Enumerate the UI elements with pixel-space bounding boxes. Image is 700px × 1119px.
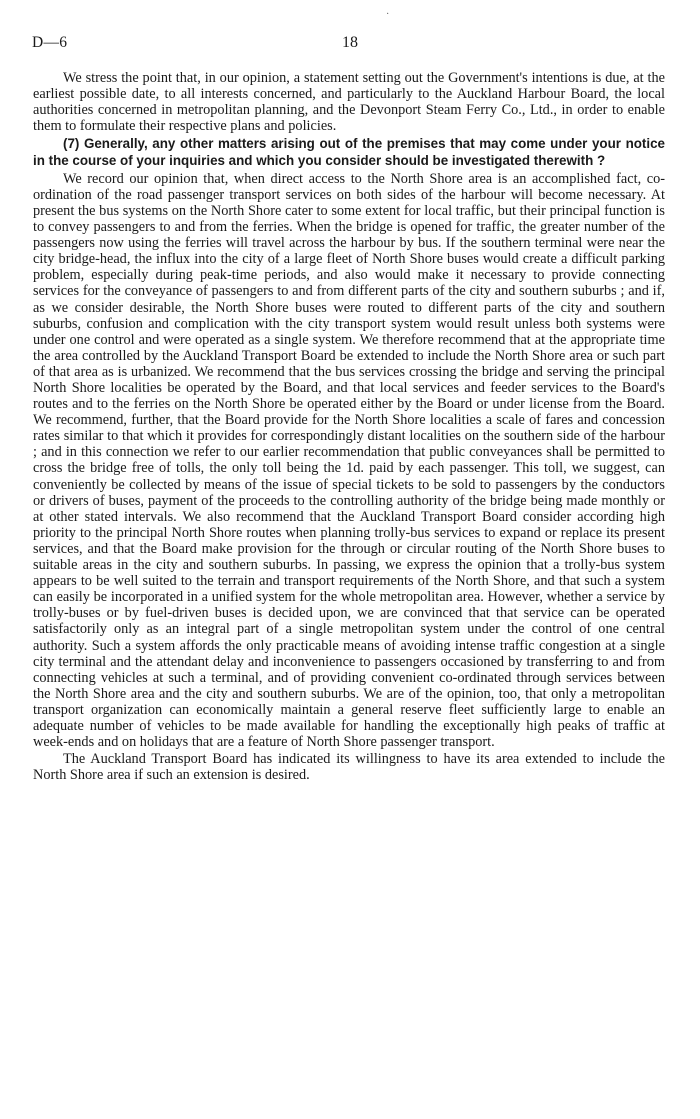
question-heading-7: (7) Generally, any other matters arising out of the premises that may come under your notice in the course of your inquiries and which you consider should be investigated therewith ? (33, 136, 665, 168)
document-code: D—6 (32, 34, 68, 51)
page-header (32, 34, 668, 56)
paragraph-statement-intentions: We stress the point that, in our opinion, a statement setting out the Government's intentions is due, at the earliest possible date, to all interests concerned, and particularly to the Auckland Harbour Board, the local authorities concerned in metropolitan planning, and the Devonport Steam Ferry Co., Ltd., in order to enable them to formulate their respective plans and policies. (33, 70, 665, 135)
page-number: 18 (342, 34, 358, 51)
page-body (33, 70, 665, 783)
top-mark: · (386, 9, 390, 20)
paragraph-coordination-recommendations: We record our opinion that, when direct access to the North Shore area is an accomplished fact, co-ordination of the road passenger transport services on both sides of the harbour will become necessary. At present the bus systems on the North Shore cater to some extent for local traffic, but their principal function is to convey passengers to and from the ferries. When the bridge is opened for traffic, the greater number of the passengers now using the ferries will travel across the harbour by bus. If the southern terminal were near the city bridge-head, the influx into the city of a large fleet of North Shore buses would create a difficult parking problem, especially during peak-time periods, and also would make it necessary to provide connecting services for the conveyance of passengers to and from different parts of the city and southern suburbs ; and if, as we consider desirable, the North Shore buses were routed to different parts of the city and southern suburbs, confusion and complication with the city transport system would result unless both systems were under one control and were operated as a single system. We therefore recommend that at the appropriate time the area controlled by the Auckland Transport Board be extended to include the North Shore area or such part of that area as is urbanized. We recommend that the bus services crossing the bridge and serving the principal North Shore localities be operated by the Board, and that local services and feeder services to the Board's routes and to the ferries on the North Shore be operated either by the Board or under license from the Board. We recommend, further, that the Board provide for the North Shore localities a scale of fares and concession rates similar to that which it provides for correspondingly distant localities on the southern side of the harbour ; and in this connection we refer to our earlier recommendation that public conveyances shall be permitted to cross the bridge free of tolls, the only toll being the 1d. paid by each passenger. This toll, we suggest, can conveniently be collected by means of the issue of special tickets to be sold to passengers by the conductors or drivers of buses, payment of the proceeds to the controlling authority of the bridge being made monthly or at other stated intervals. We also recommend that the Auckland Transport Board consider according high priority to the principal North Shore routes when planning trolly-bus services to expand or replace its present services, and that the Board make provision for the through or circular routing of the North Shore buses to suitable areas in the city and southern suburbs. In passing, we express the opinion that a trolly-bus system appears to be well suited to the terrain and transport requirements of the North Shore, and that such a system can easily be incorporated in a unified system for the whole metropolitan area. However, whether a service by trolly-buses or by fuel-driven buses is decided upon, we are convinced that that service can be operated satisfactorily only as an integral part of a single metropolitan system under the control of one central authority. Such a system affords the only practicable means of avoiding intense traffic congestion at a single city terminal and the attendant delay and inconvenience to passengers occasioned by transferring to and from connecting vehicles at such a terminal, and of providing convenient co-ordinated through services between the North Shore area and the city and southern suburbs. We are of the opinion, too, that only a metropolitan transport organization can economically maintain a general reserve fleet sufficiently large to enable an adequate number of vehicles to be made available for handling the exceptionally high peaks of traffic at week-ends and on holidays that are a feature of North Shore passenger transport. (33, 170, 665, 751)
paragraph-transport-board-willingness: The Auckland Transport Board has indicated its willingness to have its area extended to include the North Shore area if such an extension is desired. (33, 751, 665, 784)
